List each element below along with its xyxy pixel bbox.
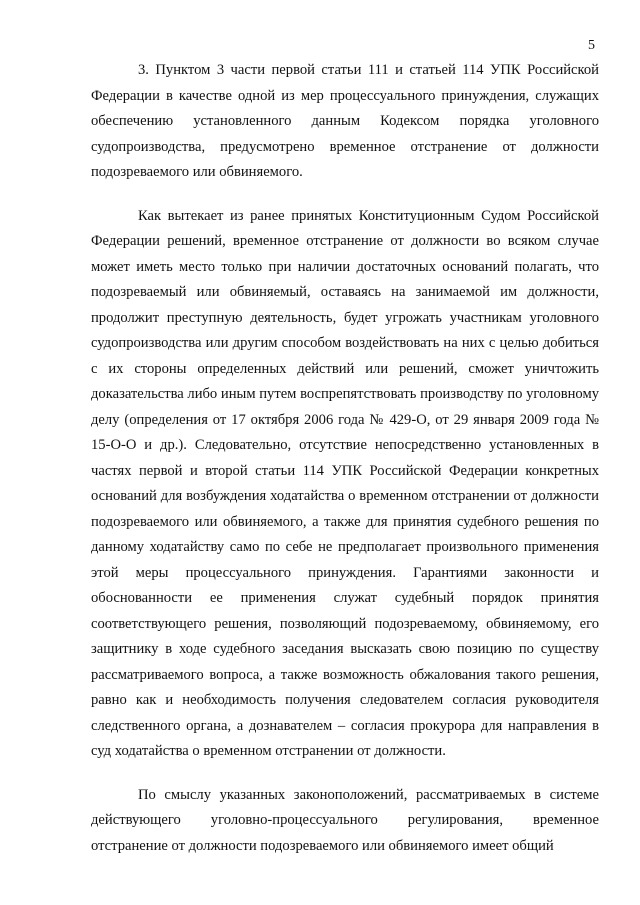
document-body <box>91 58 599 877</box>
paragraph: 3. Пунктом 3 части первой статьи 111 и статьей 114 УПК Российской Федерации в качестве одной из мер процессуального принуждения, служащих обеспечению установленного данным Кодексом порядка уголовного судопроизводства, предусмотрено временное отстранение от должности подозреваемого или обвиняемого. <box>91 62 599 180</box>
paragraph: По смыслу указанных законоположений, рассматриваемых в системе действующего уголовно-процессуального регулирования, временное отстранение от должности подозреваемого или обвиняемого имеет общий <box>91 786 599 854</box>
page-number: 5 <box>588 38 595 53</box>
paragraph: Как вытекает из ранее принятых Конституционным Судом Российской Федерации решений, временное отстранение от должности во всяком случае может иметь место только при наличии достаточных оснований полагать, что подозреваемый или обвиняемый, оставаясь на занимаемой им должности, продолжит преступную деятельность, будет угрожать участникам уголовного судопроизводства или другим способом воздействовать на них с целью добиться с их стороны определенных действий или решений, сможет уничтожить доказательства либо иным путем воспрепятствовать производству по уголовному делу (определения от 17 октября 2006 года № 429-О, от 29 января 2009 года № 15-О-О и др.). Следовательно, отсутствие непосредственно установленных в частях первой и второй статьи 114 УПК Российской Федерации конкретных оснований для возбуждения ходатайства о временном отстранении от должности подозреваемого или обвиняемого, а также для принятия судебного решения по данному ходатайству само по себе не предполагает произвольного применения этой меры процессуального принуждения. Гарантиями законности и обоснованности ее применения служат судебный порядок принятия соответствующего решения, позволяющий подозреваемому, обвиняемому, его защитнику в ходе судебного заседания высказать свою позицию по существу рассматриваемого вопроса, а также возможность обжалования такого решения, равно как и необходимость получения следователем согласия руководителя следственного органа, а дознавателем – согласия прокурора для направления в суд ходатайства о временном отстранении от должности. <box>91 207 599 759</box>
